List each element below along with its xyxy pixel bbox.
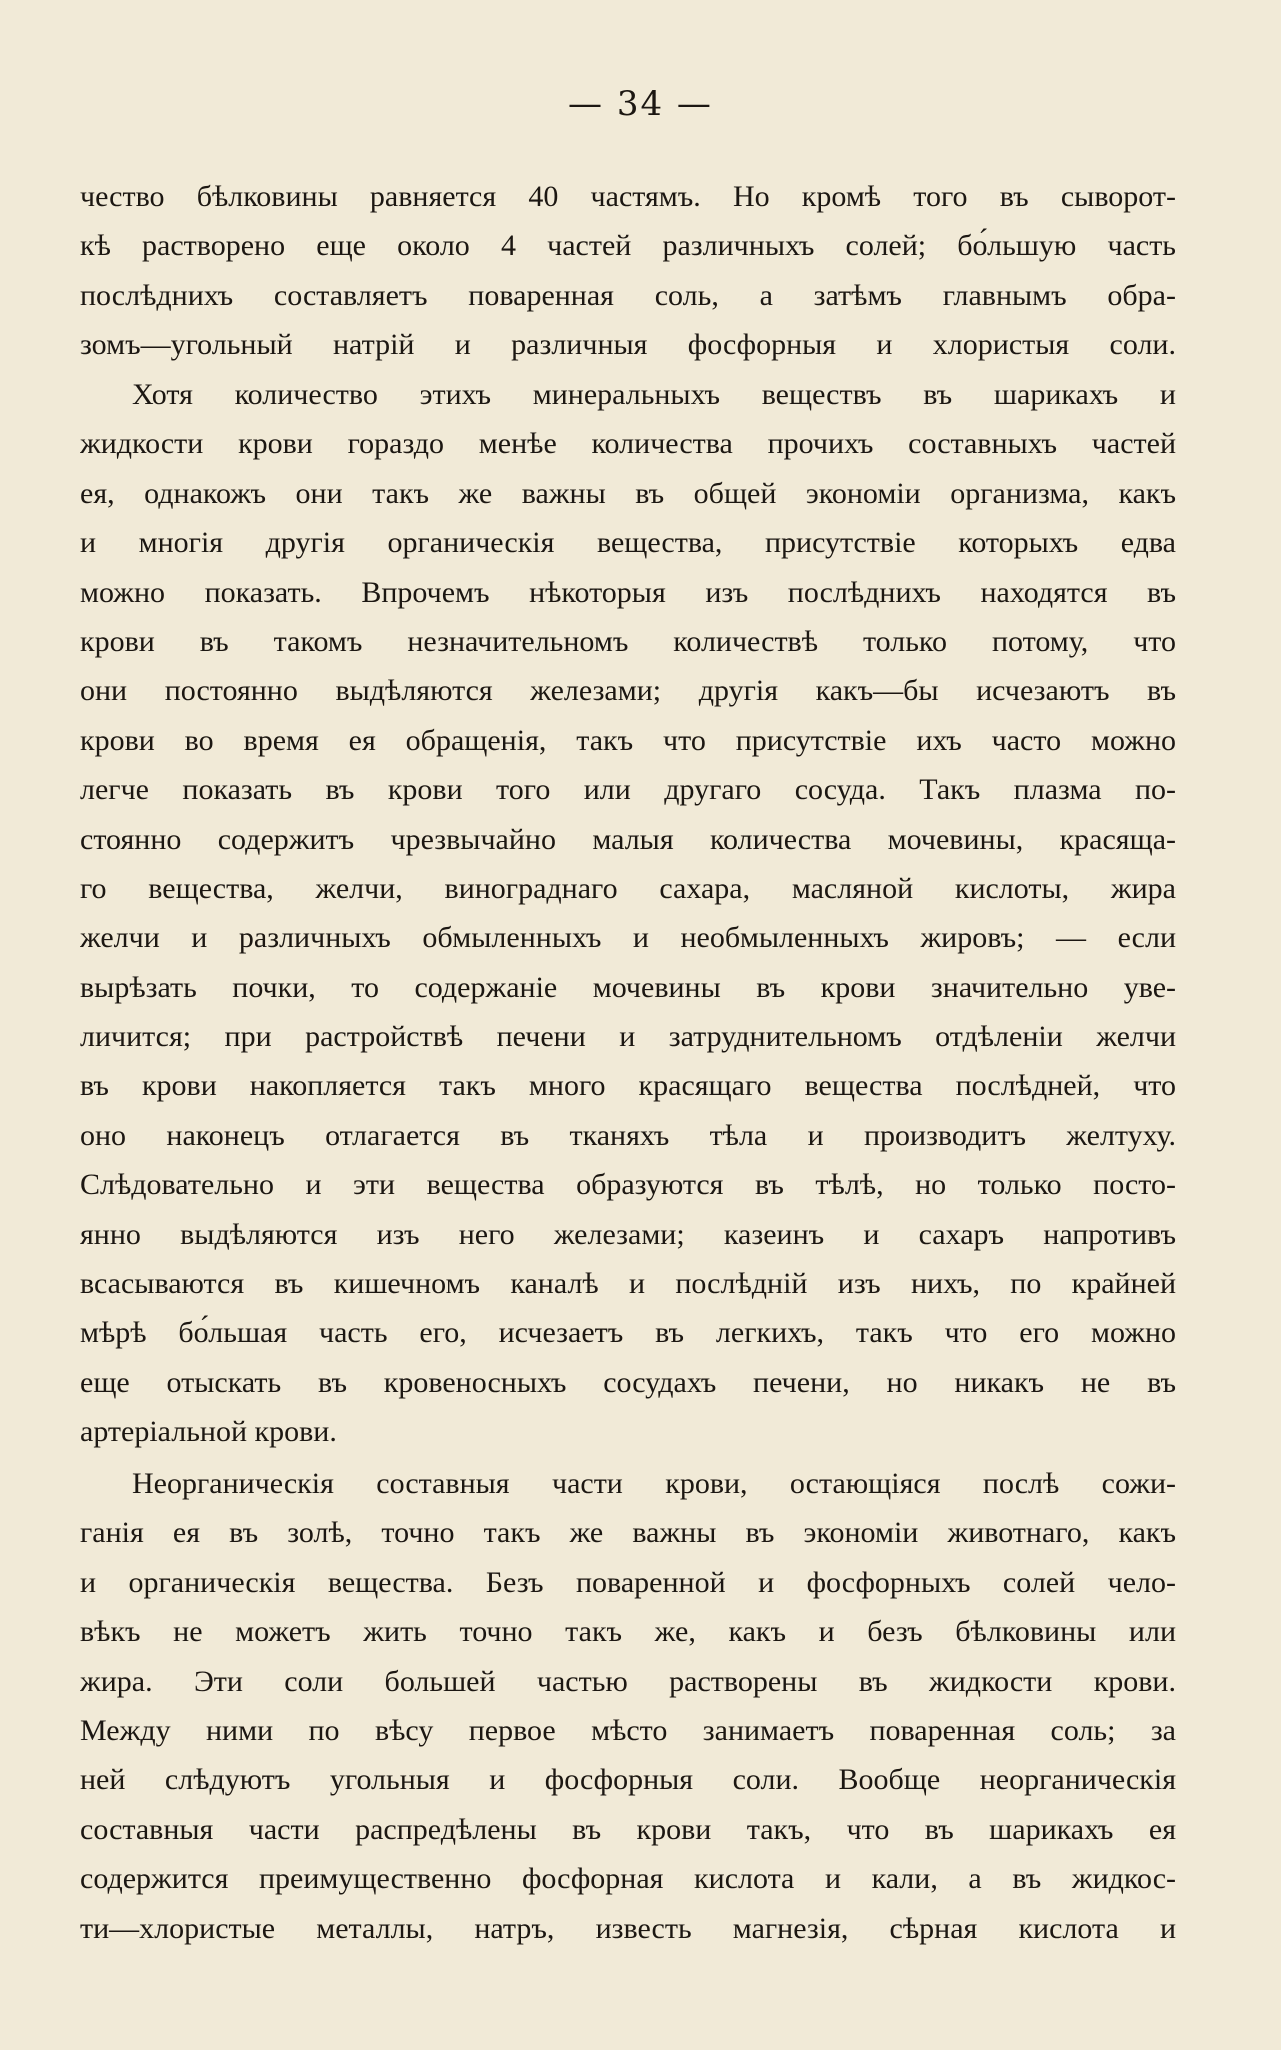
text-line: всасываются въ кишечномъ каналѣ и послѣдній изъ нихъ, по крайней <box>80 1267 1176 1301</box>
text-line: Между ними по вѣсу первое мѣсто занимаетъ поваренная соль; за <box>80 1713 1176 1747</box>
text-line: мѣрѣ бо́льшая часть его, исчезаетъ въ легкихъ, такъ что его можно <box>80 1316 1176 1350</box>
text-line: ти—хлористые металлы, натръ, известь магнезія, сѣрная кислота и <box>80 1911 1176 1945</box>
text-line: можно показать. Впрочемъ нѣкоторыя изъ послѣднихъ находятся въ <box>80 575 1176 609</box>
text-line: содержится преимущественно фосфорная кислота и кали, а въ жидкос- <box>80 1862 1176 1896</box>
text-line: Слѣдовательно и эти вещества образуются въ тѣлѣ, но только посто- <box>80 1168 1176 1202</box>
text-line: они постоянно выдѣляются железами; другія какъ—бы исчезаютъ въ <box>80 674 1176 708</box>
text-line: крови въ такомъ незначительномъ количествѣ только потому, что <box>80 624 1176 658</box>
text-line: жидкости крови гораздо менѣе количества прочихъ составныхъ частей <box>80 427 1176 461</box>
text-line: и многія другія органическія вещества, присутствіе которыхъ едва <box>80 526 1176 560</box>
text-line: артеріальной крови. <box>80 1415 337 1449</box>
text-line: легче показать въ крови того или другаго сосуда. Такъ плазма по- <box>80 773 1176 807</box>
text-line: зомъ—угольный натрій и различныя фосфорныя и хлористыя соли. <box>80 328 1176 362</box>
paragraph-3 <box>80 1459 1176 1953</box>
text-line: вѣкъ не можетъ жить точно такъ же, какъ и безъ бѣлковины или <box>80 1615 1176 1649</box>
text-line: желчи и различныхъ обмыленныхъ и необмыленныхъ жировъ; — если <box>80 921 1176 955</box>
text-line: личится; при растройствѣ печени и затруднительномъ отдѣленіи желчи <box>80 1020 1176 1054</box>
text-line: кѣ растворено еще около 4 частей различныхъ солей; бо́льшую часть <box>80 229 1176 263</box>
text-line: въ крови накопляется такъ много красящаго вещества послѣдней, что <box>80 1069 1176 1103</box>
text-line: и органическія вещества. Безъ поваренной и фосфорныхъ солей чело- <box>80 1565 1176 1599</box>
text-line: го вещества, желчи, винограднаго сахара, масляной кислоты, жира <box>80 871 1176 905</box>
text-line: ней слѣдуютъ угольныя и фосфорныя соли. Вообще неорганическія <box>80 1763 1176 1797</box>
text-line: жира. Эти соли большей частью растворены въ жидкости крови. <box>80 1664 1176 1698</box>
text-line: вырѣзать почки, то содержаніе мочевины въ крови значительно уве- <box>80 970 1176 1004</box>
text-line: Неорганическія составныя части крови, остающіяся послѣ сожи- <box>132 1467 1176 1500</box>
paragraph-2 <box>80 370 1176 1457</box>
text-line: Хотя количество этихъ минеральныхъ веществъ въ шарикахъ и <box>132 378 1176 411</box>
text-line: стоянно содержитъ чрезвычайно малыя количества мочевины, красяща- <box>80 822 1176 856</box>
text-line: чество бѣлковины равняется 40 частямъ. Но кромѣ того въ сыворот- <box>80 180 1176 213</box>
text-line: еще отыскать въ кровеносныхъ сосудахъ печени, но никакъ не въ <box>80 1365 1176 1399</box>
text-line: оно наконецъ отлагается въ тканяхъ тѣла и производитъ желтуху. <box>80 1118 1176 1152</box>
text-line: составныя части распредѣлены въ крови такъ, что въ шарикахъ ея <box>80 1812 1176 1846</box>
paragraph-1 <box>80 172 1176 370</box>
text-line: крови во время ея обращенія, такъ что присутствіе ихъ часто можно <box>80 723 1176 757</box>
text-line: ея, однакожъ они такъ же важны въ общей экономіи организма, какъ <box>80 476 1176 510</box>
page-number: — 34 — <box>568 84 713 124</box>
text-line: послѣднихъ составляетъ поваренная соль, а затѣмъ главнымъ обра- <box>80 278 1176 312</box>
text-line: янно выдѣляются изъ него железами; казеинъ и сахаръ напротивъ <box>80 1217 1176 1251</box>
text-line: ганія ея въ золѣ, точно такъ же важны въ экономіи животнаго, какъ <box>80 1516 1176 1550</box>
